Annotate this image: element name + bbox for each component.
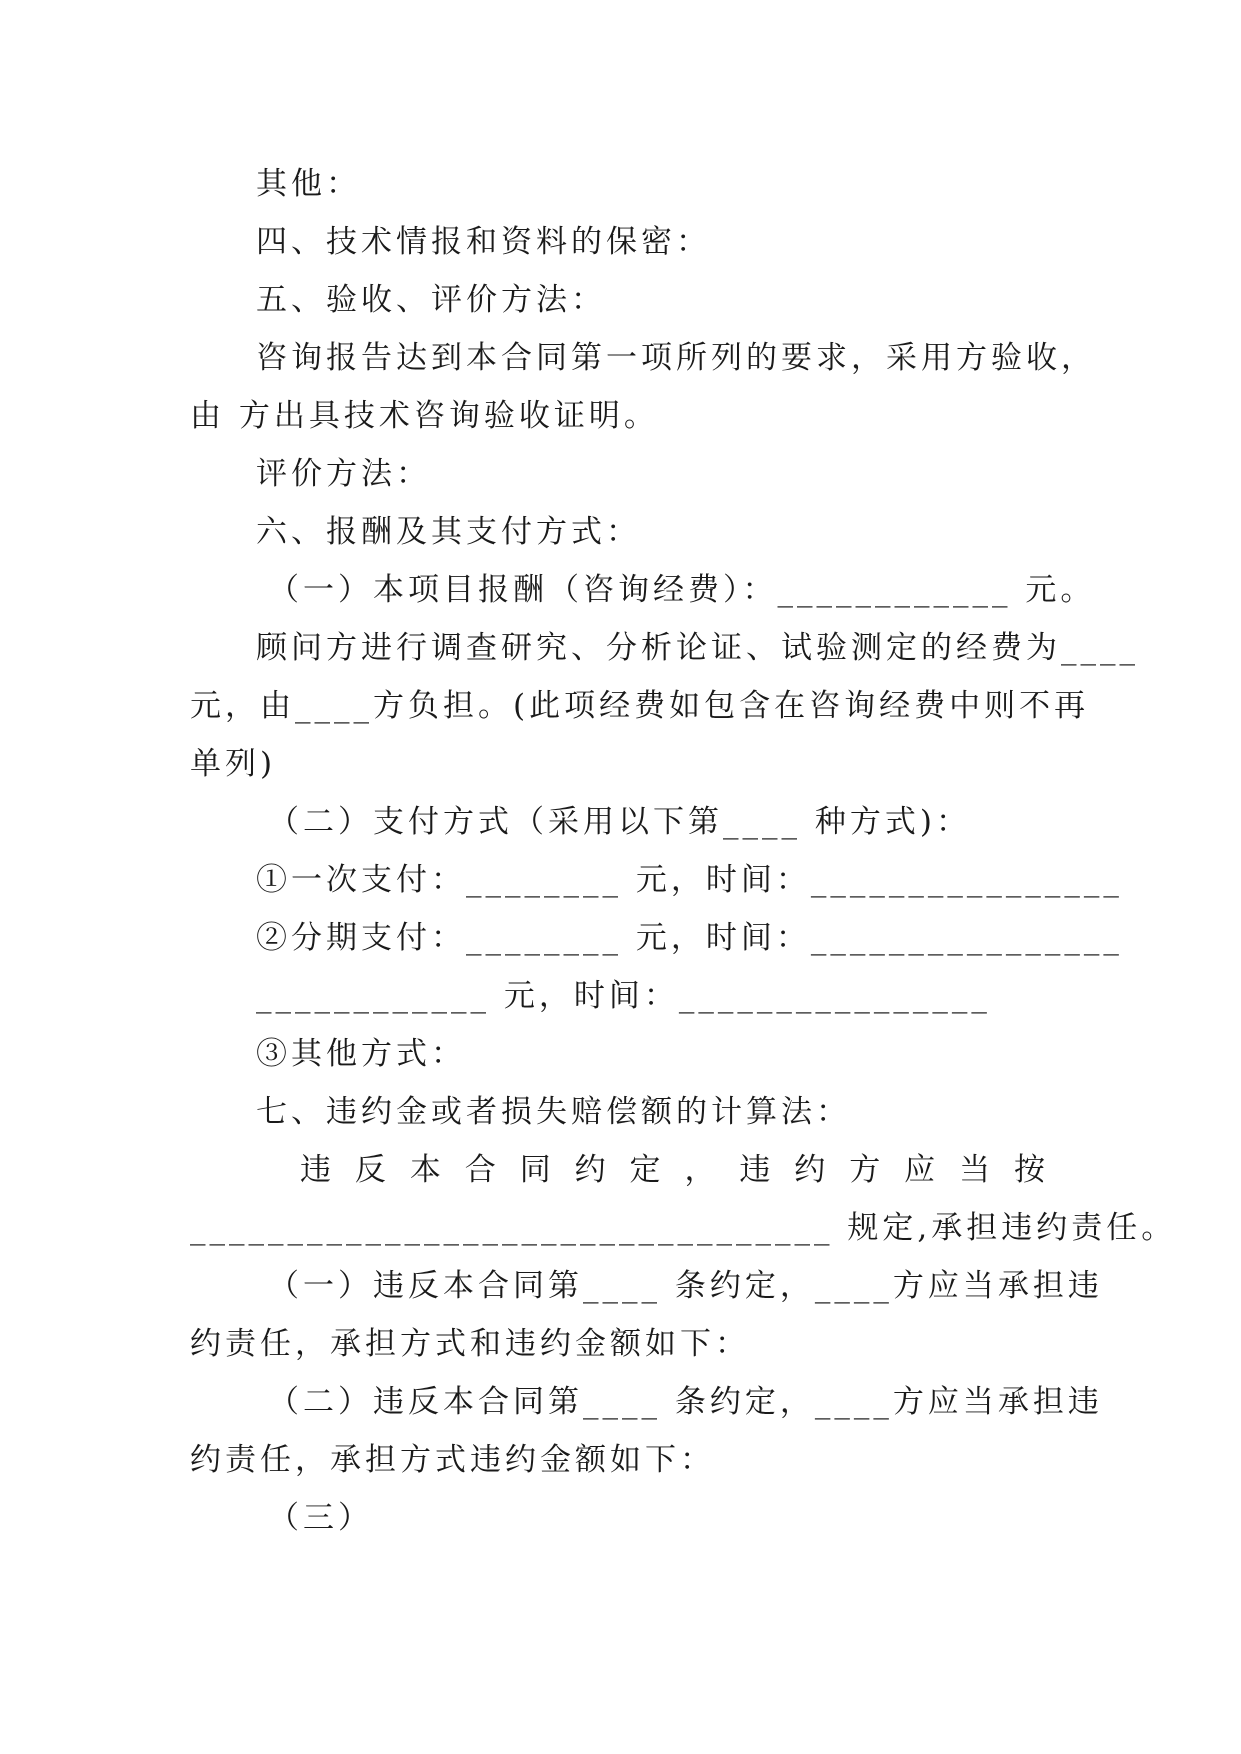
spread-char: 应 <box>904 1152 936 1188</box>
research-fee-line-3: 单列) <box>190 746 277 782</box>
spread-char: 违 <box>300 1152 331 1188</box>
section-6-heading: 六、报酬及其支付方式： <box>256 514 641 550</box>
research-fee-line-2: 元，由____方负担。(此项经费如包含在咨询经费中则不再 <box>190 688 1090 724</box>
spread-char: 定 <box>629 1152 661 1188</box>
section-4-heading: 四、技术情报和资料的保密： <box>256 224 711 260</box>
section-7-heading: 七、违约金或者损失赔偿额的计算法： <box>256 1094 851 1130</box>
lump-sum-payment: ①一次支付：________ 元，时间：________________ <box>256 862 1123 898</box>
payment-method-heading: （二）支付方式（采用以下第____ 种方式)： <box>268 804 971 840</box>
spread-char: 约 <box>794 1152 826 1188</box>
evaluation-method: 评价方法： <box>256 456 431 492</box>
spread-char: 当 <box>959 1152 991 1188</box>
breach-item-2-line-1: （二）违反本合同第____ 条约定，____方应当承担违 <box>268 1384 1103 1420</box>
other-payment-method: ③其他方式： <box>256 1036 466 1072</box>
section-5-heading: 五、验收、评价方法： <box>256 282 606 318</box>
research-fee-line-1: 顾问方进行调查研究、分析论证、试验测定的经费为____ <box>256 630 1139 666</box>
spread-char: ， <box>684 1152 716 1188</box>
spread-char: 合 <box>464 1152 496 1188</box>
installment-payment-second: ____________ 元，时间：________________ <box>256 978 991 1014</box>
acceptance-paragraph-line-2: 由 方出具技术咨询验收证明。 <box>190 398 659 434</box>
breach-paragraph-line-1 <box>300 1150 1045 1190</box>
other-item: 其他： <box>256 166 361 202</box>
spread-char: 约 <box>574 1152 606 1188</box>
breach-item-1-line-2: 约责任，承担方式和违约金额如下： <box>190 1326 750 1362</box>
acceptance-paragraph-line-1: 咨询报告达到本合同第一项所列的要求，采用方验收， <box>256 340 1096 376</box>
spread-char: 同 <box>519 1152 551 1188</box>
breach-item-3: （三） <box>268 1500 373 1536</box>
breach-paragraph-line-2: _________________________________ 规定,承担违约责任。 <box>190 1210 1177 1246</box>
spread-char: 违 <box>739 1152 771 1188</box>
remuneration-amount: （一）本项目报酬（咨询经费）：____________ 元。 <box>268 572 1096 608</box>
spread-char: 方 <box>849 1152 881 1188</box>
spread-char: 按 <box>1013 1152 1045 1188</box>
breach-item-1-line-1: （一）违反本合同第____ 条约定，____方应当承担违 <box>268 1268 1103 1304</box>
installment-payment: ②分期支付：________ 元，时间：________________ <box>256 920 1123 956</box>
breach-item-2-line-2: 约责任，承担方式违约金额如下： <box>190 1442 715 1478</box>
spread-char: 反 <box>354 1152 386 1188</box>
spread-char: 本 <box>409 1152 441 1188</box>
